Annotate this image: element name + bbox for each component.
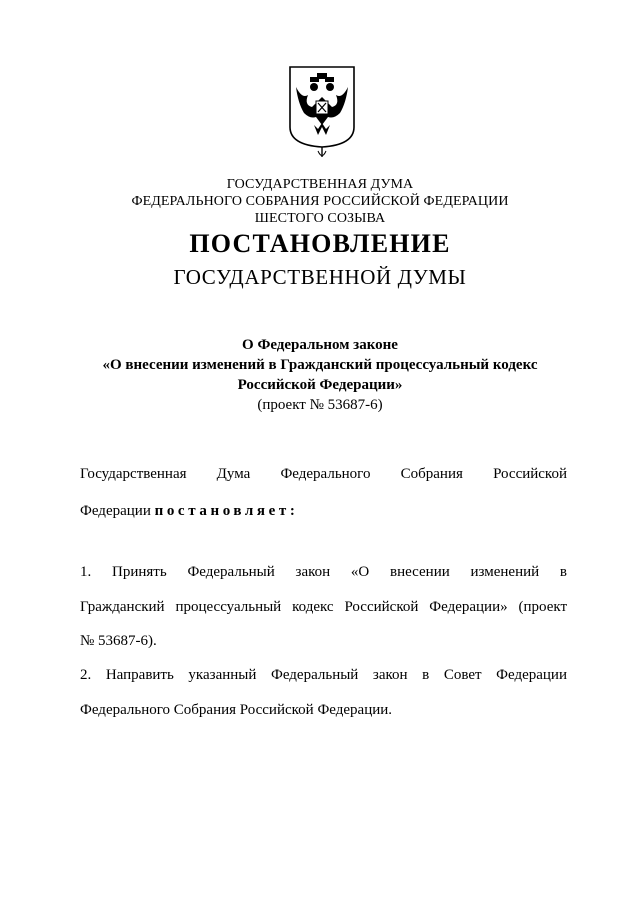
law-line-2: «О внесении изменений в Гражданский процессуальный кодекс xyxy=(102,357,538,373)
preamble-subject: Федерации xyxy=(80,503,151,519)
item-2-line-1: 2. Направить указанный Федеральный закон в Совет Федерации xyxy=(80,667,567,683)
item-1-line-1: 1. Принять Федеральный закон «О внесении изменений в xyxy=(80,564,567,580)
item-2-line-2: Федерального Собрания Российской Федерации. xyxy=(80,702,393,718)
preamble-line-1: Государственная Дума Федерального Собрания Российской xyxy=(80,466,567,482)
document-subtitle: ГОСУДАРСТВЕННОЙ ДУМЫ xyxy=(173,265,467,289)
header-line-3: ШЕСТОГО СОЗЫВА xyxy=(254,211,386,226)
issuer-header xyxy=(0,176,640,227)
law-line-1: О Федеральном законе xyxy=(242,337,398,353)
document-title: ПОСТАНОВЛЕНИЕ xyxy=(189,229,451,258)
item-1-line-2: Гражданский процессуальный кодекс Российской Федерации» (проект xyxy=(80,599,567,615)
coat-of-arms-emblem xyxy=(288,65,356,160)
preamble-line-2 xyxy=(80,501,567,521)
law-project-number: (проект № 53687-6) xyxy=(257,397,383,413)
law-heading xyxy=(0,335,640,415)
header-line-2: ФЕДЕРАЛЬНОГО СОБРАНИЯ РОССИЙСКОЙ ФЕДЕРАЦИИ xyxy=(131,194,509,209)
preamble-verb: постановляет: xyxy=(154,503,299,519)
header-line-1: ГОСУДАРСТВЕННАЯ ДУМА xyxy=(226,177,414,192)
law-line-3: Российской Федерации» xyxy=(237,377,403,393)
item-1-line-3: № 53687-6). xyxy=(80,633,157,649)
